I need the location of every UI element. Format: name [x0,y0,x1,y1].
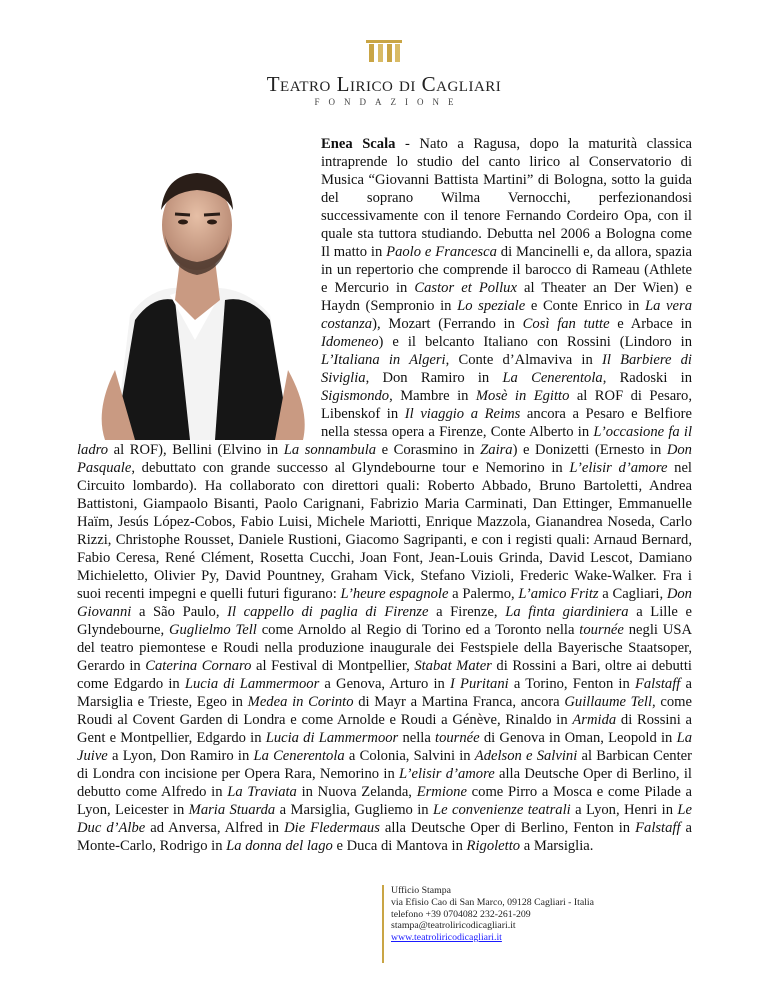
work-title: Guglielmo Tell [169,622,257,638]
tenor-portrait-photo [75,140,315,440]
text-segment: e Corasmino in [376,442,481,458]
text-segment: a Marsiglia. [520,838,594,854]
work-title: L’occasione fa il ladro [77,424,693,458]
text-segment: , Don Ramiro in [365,370,503,386]
work-title: Castor et Pollux [414,280,517,296]
work-title: L’elisir d’amore [569,460,668,476]
work-title: Guillaume Tell [564,694,653,710]
work-title: L’elisir d’amore [399,766,495,782]
text-segment: a Lille e Glyndebourne, [77,604,692,638]
text-segment: , come Roudi al Covent Garden di Londra e come Arnolde e Roudi a Génève, Rinaldo in [77,694,693,728]
text-segment: a Lyon, Don Ramiro in [107,748,254,764]
text-segment: a Marsiglia e Trieste, Egeo in [77,676,692,710]
work-title: Lucia di Lammermoor [184,676,320,692]
text-segment: di Rossini a Gent e Montpellier, Edgardo in [77,712,692,746]
work-title: I Puritani [450,676,509,692]
work-title: Le convenienze teatrali [433,802,571,818]
work-title: La Juive [77,730,692,764]
text-segment: a Palermo, [448,586,519,602]
text-segment: a Cagliari, [598,586,667,602]
work-title: Falstaff [634,676,681,692]
work-title: Lo speziale [457,298,526,314]
text-segment: al ROF), Bellini (Elvino in [108,442,284,458]
text-segment: a Firenze, [428,604,506,620]
press-office-phone: telefono +39 0704082 232-261-209 [391,908,531,920]
work-title: Così fan tutte [522,316,610,332]
text-segment: di Mayr a Martina Franca, ancora [353,694,565,710]
work-title: Don Pasquale [77,442,692,476]
text-segment: al Theater an Der Wien) e Haydn (Sempronio in [321,280,693,314]
text-segment: e Arbace in [609,316,692,332]
work-title: Mosè in Egitto [475,388,570,404]
text-segment: come Arnoldo al Regio di Torino ed a Toronto nella [256,622,580,638]
text-segment: a Monte-Carlo, Rodrigo in [77,820,692,854]
text-segment: nella [398,730,436,746]
text-segment: di Genova in Oman, Leopold in [479,730,677,746]
text-segment: di Rossini a Bari, oltre ai debutti come Edgardo in [77,658,692,692]
biography-article [77,135,692,855]
work-title: tournée [435,730,480,746]
text-segment: a Genova, Arturo in [319,676,451,692]
header-logo [0,40,768,107]
text-segment: e Duca di Mantova in [332,838,467,854]
text-segment: alla Deutsche Oper di Berlino, il debutto come Alfredo in [77,766,692,800]
text-segment: come Pirro a Mosca e come Pilade a Lyon, Leicester in [77,784,693,818]
text-segment: a Lyon, Henri in [570,802,678,818]
work-title: L’heure espagnole [340,586,449,602]
work-title: Le Duc d’Albe [77,802,692,836]
work-title: Caterina Cornaro [145,658,252,674]
text-segment: - Nato a Ragusa, dopo la maturità classica intraprende lo studio del canto lirico al Conservatorio di Musica “Giovanni Battista Martini” di Bologna, sotto la guida del soprano Wilma Vernocchi, perfezionandosi successivamente con il tenore Fernando Cordeiro Opa, con il quale sta tuttora studiando. Debutta nel 2006 a Bologna come Il matto in [321,136,692,260]
press-office-title: Ufficio Stampa [391,885,451,896]
work-title: Zaira [480,442,513,458]
text-segment: a São Paulo, [131,604,228,620]
text-segment: a Marsiglia, Gugliemo in [275,802,434,818]
foundation-label: FONDAZIONE [314,97,463,107]
work-title: L’amico Fritz [518,586,599,602]
work-title: Ermione [416,784,467,800]
work-title: Lucia di Lammermoor [265,730,399,746]
work-title: Il viaggio a Reims [404,406,521,422]
text-segment: di Mancinelli e, da allora, spazia in un repertorio che comprende il barocco di Rameau (Athlete e Mercurio in [321,244,693,296]
work-title: La donna del lago [226,838,333,854]
work-title: Rigoletto [466,838,521,854]
work-title: Falstaff [635,820,681,836]
text-segment: nel Circuito lombardo). Ha collaborato con direttori quali: Roberto Abbado, Bruno Bartoletti, Andrea Battistoni, Giampaolo Bisanti, Paolo Carignani, Fabrizio Maria Carminati, Dan Ettinger, Emmanuelle Haïm, Jesús López-Cobos, Fabio Luisi, Michele Mariotti, Enrique Mazzola, Gianandrea Noseda, Carlo Rizzi, Christophe Rousset, Daniele Rustioni, Giacomo Sagripanti, e con i registi quali: Arnaud Bernard, Fabio Ceresa, René Clément, Rosetta Cucchi, Joan Font, Jean-Louis Grinda, David Lescot, Damiano Michieletto, Olivier Py, David Pountney, Graham Vick, Stefano Vizioli, Frederic Wake-Walker. Fra i suoi recenti impegni e quelli futuri figurano: [77,460,692,602]
text-segment: a Colonia, Salvini in [344,748,475,764]
text-segment: ), Mozart (Ferrando in [372,316,523,332]
text-segment: e Conte Enrico in [525,298,645,314]
work-title: Paolo e Francesca [386,244,497,260]
work-title: Maria Stuarda [188,802,276,818]
text-segment: , Conte d’Almaviva in [445,352,602,368]
work-title: Medea in Corinto [247,694,354,710]
text-segment: negli USA del teatro piemontese e Roudi nella produzione inaugurale dei Festspiele della Bayerische Staatsoper, Gerardo in [77,622,692,674]
text-segment: al Barbican Center di Londra con incisione per Opera Rara, Nemorino in [77,748,692,782]
theatre-columns-logo-icon [364,40,404,62]
work-title: La sonnambula [283,442,377,458]
work-title: Sigismondo [321,388,390,404]
work-title: Don Giovanni [77,586,692,620]
press-office-address: via Efisio Cao di San Marco, 09128 Cagliari - Italia [391,896,594,908]
press-office-footer [382,885,594,963]
work-title: La finta giardiniera [505,604,629,620]
organization-name: Teatro Lirico di Cagliari [266,72,502,96]
website-link[interactable]: www.teatroliricodicagliari.it [391,932,502,944]
text-segment: ad Anversa, Alfred in [145,820,285,836]
work-title: Armida [572,712,617,728]
work-title: tournée [579,622,624,638]
text-segment: in Nuova Zelanda, [296,784,417,800]
text-segment: ) e il belcanto Italiano con Rossini (Lindoro in [378,334,692,350]
text-segment: a Torino, Fenton in [508,676,635,692]
press-office-email[interactable]: stampa@teatroliricodicagliari.it [391,920,516,932]
text-segment: ancora a Pesaro e Belfiore nella stessa opera a Firenze, Conte Alberto in [321,406,692,440]
work-title: La vera costanza [321,298,692,332]
work-title: La Traviata [227,784,297,800]
text-segment: al ROF di Pesaro, Libenskof in [321,388,692,422]
work-title: Adelson e Salvini [474,748,578,764]
work-title: Il cappello di paglia di Firenze [227,604,429,620]
text-segment: , Radoski in [602,370,692,386]
text-segment: ) e Donizetti (Ernesto in [512,442,667,458]
text-segment: , debuttato con grande successo al Glyndebourne tour e Nemorino in [131,460,570,476]
work-title: Die Fledermaus [284,820,380,836]
text-segment: al Festival di Montpellier, [251,658,415,674]
work-title: La Cenerentola [502,370,603,386]
work-title: Stabat Mater [414,658,492,674]
text-segment: , Mambre in [389,388,476,404]
text-segment: alla Deutsche Oper di Berlino, Fenton in [379,820,636,836]
work-title: Idomeneo [321,334,379,350]
work-title: Il Barbiere di Siviglia [321,352,692,386]
work-title: L’Italiana in Algeri [321,352,446,368]
artist-name: Enea Scala [321,136,396,152]
work-title: La Cenerentola [253,748,345,764]
